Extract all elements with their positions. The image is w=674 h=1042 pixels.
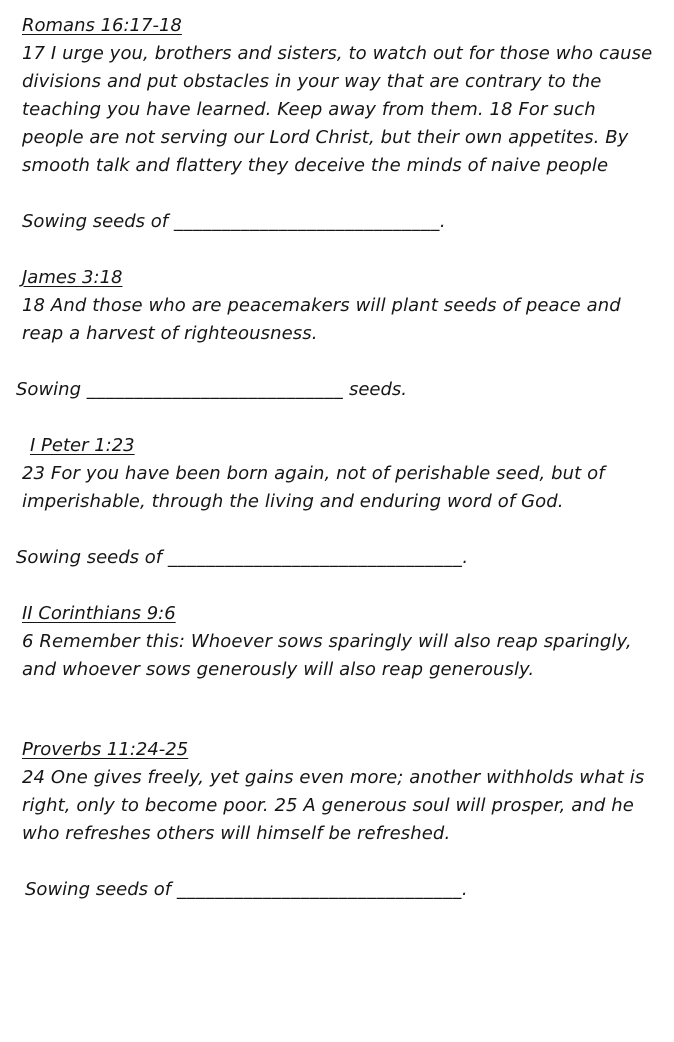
blank-line: ___________________________ [86, 379, 344, 400]
verse-text: 18 And those who are peacemakers will plant seeds of peace and reap a harvest of righteousness. [22, 295, 621, 344]
blank-line: _______________________________ [167, 547, 463, 568]
scripture-reference: II Corinthians 9:6 [22, 603, 176, 624]
prompt-suffix: . [439, 211, 446, 232]
scripture-reference: James 3:18 [22, 267, 123, 288]
fill-in-prompt [22, 208, 662, 236]
scripture-reference: Romans 16:17-18 [22, 15, 182, 36]
verse-section-james [16, 264, 662, 404]
verse-text: 6 Remember this: Whoever sows sparingly will also reap sparingly, and whoever sows generously will also reap generously. [22, 631, 632, 680]
verse-text: 24 One gives freely, yet gains even more; another withholds what is right, only to become poor. 25 A generous soul will prosper, and he who refreshes others will himself be refreshed. [22, 767, 645, 844]
verse-text: 23 For you have been born again, not of perishable seed, but of imperishable, through the living and enduring word of God. [22, 463, 605, 512]
verse-section-corinthians [22, 600, 662, 684]
verse-section-romans [22, 12, 662, 236]
prompt-suffix: . [462, 547, 469, 568]
verse-text: 17 I urge you, brothers and sisters, to watch out for those who cause divisions and put obstacles in your way that are contrary to the teaching you have learned. Keep away from them. 18 For such people are not serving our Lord Christ, but their own appetites. By smooth talk and flattery they deceive the minds of naive people [22, 43, 653, 176]
prompt-prefix: Sowing seeds of [16, 547, 168, 568]
fill-in-prompt [25, 876, 662, 904]
worksheet-page [16, 12, 662, 904]
prompt-suffix: seeds. [343, 379, 407, 400]
fill-in-prompt [16, 544, 662, 572]
fill-in-prompt [16, 376, 662, 404]
prompt-prefix: Sowing [16, 379, 87, 400]
prompt-prefix: Sowing seeds of [22, 211, 174, 232]
verse-section-proverbs [22, 736, 662, 904]
blank-line: ______________________________ [176, 879, 462, 900]
scripture-reference: Proverbs 11:24-25 [22, 739, 189, 760]
prompt-prefix: Sowing seeds of [25, 879, 177, 900]
prompt-suffix: . [461, 879, 468, 900]
blank-line: ____________________________ [173, 211, 440, 232]
scripture-reference: I Peter 1:23 [30, 435, 135, 456]
verse-section-peter [16, 432, 662, 572]
